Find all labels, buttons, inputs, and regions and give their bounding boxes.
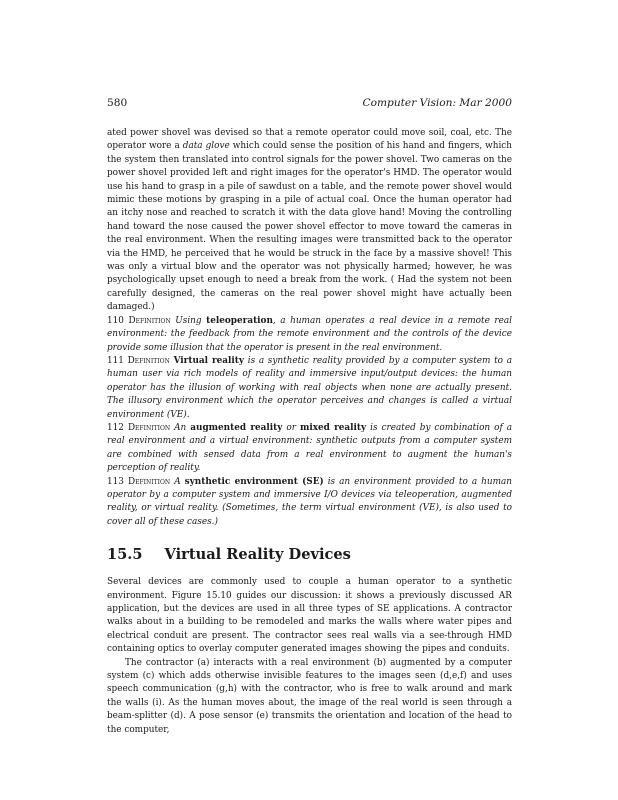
- definition-text: Using: [175, 315, 207, 326]
- section-heading: [107, 546, 512, 564]
- definition-text: , a human operates a real device in a remote real environment: the feedback from the remote environment and the controls of the device provide some illusion that the operator is present in the real environment.: [107, 315, 513, 353]
- definition-label: Definition: [127, 476, 171, 487]
- intro-text-1: ated power shovel was devised so that a remote operator could move soil, coal, etc. The operator wore a: [107, 128, 512, 152]
- section-paragraph-2: The contractor (a) interacts with a real environment (b) augmented by a computer system (c) which adds otherwise invisible features to the images seen (d,e,f) and uses speech communication (g,h) with the contractor, who is free to walk around and mark the walls (i). As the human moves about, the image of the real world is seen through a beam-splitter (d). A pose sensor (e) transmits the orientation and location of the head to the computer,: [107, 657, 512, 735]
- definition-113: [107, 476, 512, 530]
- page-number: 580: [107, 97, 128, 109]
- definition-110: [107, 315, 512, 355]
- page-body: [107, 127, 512, 737]
- section-paragraph-1: Several devices are commonly used to couple a human operator to a synthetic environment. Figure 15.10 guides our discussion: it shows a previously discussed AR application, but the devices are used in all three types of SE applications. A contractor walks about in a building to be remodeled and marks the walls where water pipes and electrical conduit are present. The contractor sees real walls via a see-through HMD containing optics to overlay computer generated images showing the pipes and conduits.: [107, 577, 512, 655]
- definition-text: An: [174, 422, 191, 433]
- section-number: 15.5: [107, 546, 143, 564]
- definition-text: is an environment provided to a human operator by a computer system and immersive I/O devices via teleoperation, augmented reality, or virtual reality. (Sometimes, the term virtual environment (VE), is also used to cover all of these cases.): [107, 476, 513, 527]
- section-title: Virtual Reality Devices: [164, 546, 351, 564]
- intro-emphasis: data glove: [182, 141, 230, 152]
- definition-112: [107, 422, 512, 476]
- running-title: Computer Vision: Mar 2000: [362, 97, 512, 109]
- definition-term: synthetic environment (SE): [184, 476, 324, 487]
- definition-text: is a synthetic reality provided by a computer system to a human user via rich models of reality and immersive input/output devices: the human operator has the illusion of working with real objects when none are actually present. The illusory environment which the operator perceives and changes is called a virtual environment (VE).: [107, 355, 513, 420]
- definition-label: Definition: [127, 422, 171, 433]
- definition-label: Definition: [127, 355, 170, 366]
- definition-111: [107, 355, 512, 422]
- definition-text: A: [174, 476, 185, 487]
- definition-number: 112: [107, 422, 124, 433]
- definition-label: Definition: [128, 315, 171, 326]
- intro-paragraph: [107, 127, 512, 315]
- definition-text: is created by combination of a real environment and a virtual environment: synthetic outputs from a computer system are combined with sensed data from a real environment to augment the human's perception of reality.: [107, 422, 513, 474]
- definition-term: teleoperation: [206, 315, 273, 326]
- intro-text-2: which could sense the position of his hand and fingers, which the system then translated into control signals for the power shovel. Two cameras on the power shovel provided left and right images for the operator's HMD. The operator would use his hand to grasp in a pile of sawdust on a table, and the remote power shovel would mimic these motions by grasping in a pile of actual coal. Once the human operator had an itchy nose and reached to scratch it with the data glove hand! Moving the controlling hand toward the nose caused the power shovel effector to move toward the cameras in the real environment. When the resulting images were transmitted back to the operator via the HMD, he perceived that he would be struck in the face by a massive shovel! This was only a virtual blow and the operator was not physically harmed; however, he was psychologically upset enough to need a break from the work. ( Had the system not been carefully designed, the cameras on the real power shovel might have actually been damaged.): [107, 141, 512, 313]
- page: [107, 96, 512, 737]
- definition-number: 111: [107, 355, 124, 366]
- definition-term: augmented reality: [190, 422, 283, 433]
- running-header: [107, 96, 512, 110]
- definition-number: 110: [107, 315, 124, 326]
- definition-text: or: [282, 422, 300, 433]
- definition-term: Virtual reality: [173, 355, 245, 366]
- definition-number: 113: [107, 476, 124, 487]
- definition-term: mixed reality: [299, 422, 367, 433]
